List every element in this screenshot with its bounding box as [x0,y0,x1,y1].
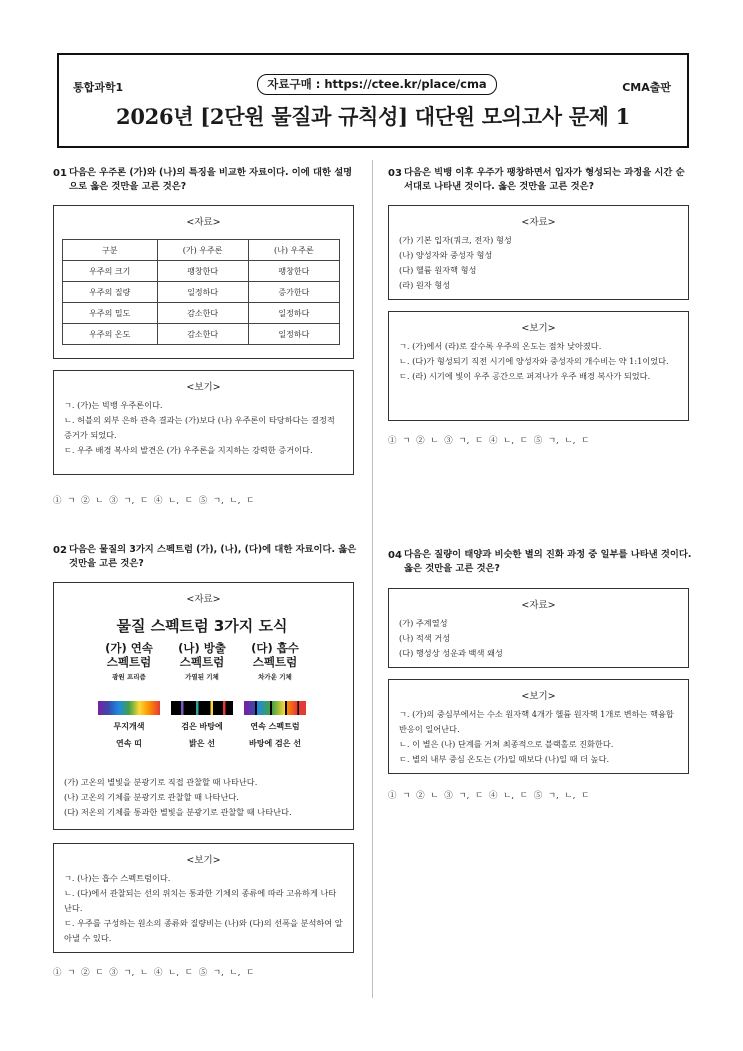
table-cell: 우주의 온도 [63,324,158,345]
data-item: (가) 고온의 별빛을 분광기로 직접 관찰할 때 나타난다. [64,777,258,787]
bogi-item: ㄴ. 이 별은 (나) 단계를 거쳐 최종적으로 블랙홀로 진화한다. [399,739,614,749]
question-04 [388,548,693,576]
column-heading: (가) 연속 [105,641,153,655]
column-heading: 스펙트럼 [252,655,298,669]
table-cell: 감소한다 [157,324,248,345]
table-header-cell: 구분 [63,240,158,261]
bogi-box-01 [53,370,354,475]
data-list [54,775,302,820]
bogi-box-04 [388,679,689,774]
bogi-item: ㄷ. (라) 시기에 빛이 우주 공간으로 퍼져나가 우주 배경 복사가 되었다. [399,371,651,381]
column-caption: 바탕에 검은 선 [249,739,301,748]
bogi-item: ㄴ. 허블의 외부 은하 관측 결과는 (가)보다 (나) 우주론이 타당하다는 결정적 증거가 되었다. [64,415,335,440]
table-row [63,261,340,282]
data-box-title: <자료> [521,600,556,611]
column-heading: 스펙트럼 [179,655,225,669]
table-cell: 일정하다 [157,282,248,303]
bogi-item: ㄴ. (다)가 형성되기 직전 시기에 양성자와 중성자의 개수비는 약 1:1이었다. [399,356,669,366]
data-item: (가) 기본 입자(쿼크, 전자) 형성 [399,235,512,245]
bogi-item: ㄷ. 우주 배경 복사의 발견은 (가) 우주론을 지지하는 강력한 증거이다. [64,445,313,455]
answer-choices-03[interactable]: ① ㄱ ② ㄴ ③ ㄱ, ㄷ ④ ㄴ, ㄷ ⑤ ㄱ, ㄴ, ㄷ [388,436,590,446]
bogi-list [54,393,353,458]
spectrum-figure [92,611,312,769]
bogi-title: <보기> [186,382,221,393]
comparison-table [62,239,340,345]
column-sublabel: 가열된 기체 [185,673,219,681]
table-header-row [63,240,340,261]
exam-title: 2026년 [2단원 물질과 규칙성] 대단원 모의고사 문제 1 [116,104,630,129]
question-03 [388,166,693,194]
question-text: 다음은 빅뱅 이후 우주가 팽창하면서 입자가 형성되는 과정을 시간 순서대로 나타낸 것이다. 옳은 것만을 고른 것은? [404,167,685,192]
table-cell: 증가한다 [248,282,339,303]
rainbow-band [98,701,160,715]
data-box-title: <자료> [521,217,556,228]
table-cell: 팽창한다 [248,261,339,282]
data-item: (다) 헬륨 원자핵 형성 [399,265,477,275]
question-number: 02 [53,545,67,556]
publisher-label: CMA출판 [622,81,671,94]
column-caption: 연속 띠 [116,739,142,748]
data-item: (나) 고온의 기체를 분광기로 관찰할 때 나타난다. [64,792,239,802]
bogi-item: ㄷ. 별의 내부 중심 온도는 (가)일 때보다 (나)일 때 더 높다. [399,754,610,764]
bogi-title: <보기> [186,855,221,866]
column-heading: 스펙트럼 [106,655,152,669]
absorption-spectrum-column [240,641,310,749]
question-text: 다음은 질량이 태양과 비슷한 별의 진화 과정 중 일부를 나타낸 것이다. 옳은 것만을 고른 것은? [404,549,692,574]
answer-choices-01[interactable]: ① ㄱ ② ㄴ ③ ㄱ, ㄷ ④ ㄴ, ㄷ ⑤ ㄱ, ㄴ, ㄷ [53,496,255,506]
table-cell: 감소한다 [157,303,248,324]
continuous-spectrum-column [94,641,164,749]
table-row [63,324,340,345]
column-heading: (다) 흡수 [251,641,299,655]
bogi-box-02 [53,843,354,953]
table-header-cell: (나) 우주론 [248,240,339,261]
column-sublabel: 광원 프리즘 [112,673,146,681]
absorption-band [244,701,306,715]
table-cell: 우주의 질량 [63,282,158,303]
bogi-list [54,866,353,946]
data-item: (나) 적색 거성 [399,633,451,643]
column-caption: 연속 스펙트럼 [250,722,300,731]
answer-choices-02[interactable]: ① ㄱ ② ㄷ ③ ㄱ, ㄴ ④ ㄴ, ㄷ ⑤ ㄱ, ㄴ, ㄷ [53,968,255,978]
bogi-item: ㄴ. (다)에서 관찰되는 선의 위치는 통과한 기체의 종류에 따라 고유하게 나타난다. [64,888,337,913]
data-box-03 [388,205,689,300]
data-box-title: <자료> [186,594,221,605]
bogi-item: ㄷ. 우주를 구성하는 원소의 종류와 질량비는 (나)와 (다)의 선폭을 분석하여 알아낼 수 있다. [64,918,343,943]
emission-band [171,701,233,715]
data-list [389,611,688,661]
column-divider [372,160,373,998]
bogi-item: ㄱ. (가)의 중심부에서는 수소 원자핵 4개가 헬륨 원자핵 1개로 변하는 핵융합 반응이 일어난다. [399,709,674,734]
table-row [63,282,340,303]
data-item: (라) 원자 형성 [399,280,451,290]
column-heading: (나) 방출 [178,641,226,655]
table-cell: 일정하다 [248,324,339,345]
data-list [389,228,688,293]
column-caption: 무지개색 [113,722,145,731]
exam-header [57,53,689,148]
column-caption: 검은 바탕에 [181,722,223,731]
question-02 [53,543,358,571]
data-item: (가) 주계열성 [399,618,448,628]
data-box-title: <자료> [186,217,221,228]
question-number: 04 [388,550,402,561]
answer-choices-04[interactable]: ① ㄱ ② ㄴ ③ ㄱ, ㄷ ④ ㄴ, ㄷ ⑤ ㄱ, ㄴ, ㄷ [388,791,590,801]
bogi-list [389,334,688,384]
question-number: 03 [388,168,402,179]
data-box-04 [388,588,689,668]
bogi-item: ㄱ. (가)는 빅뱅 우주론이다. [64,400,163,410]
column-sublabel: 차가운 기체 [258,673,292,681]
column-caption: 밝은 선 [189,739,215,748]
data-item: (나) 양성자와 중성자 형성 [399,250,493,260]
table-cell: 일정하다 [248,303,339,324]
question-text: 다음은 물질의 3가지 스펙트럼 (가), (나), (다)에 대한 자료이다. 옳은 것만을 고른 것은? [69,544,357,569]
table-cell: 우주의 밀도 [63,303,158,324]
figure-title: 물질 스펙트럼 3가지 도식 [116,617,288,635]
question-01 [53,166,358,194]
bogi-list [389,702,688,767]
data-item: (다) 저온의 기체를 통과한 별빛을 분광기로 관찰할 때 나타난다. [64,807,292,817]
bogi-item: ㄱ. (나)는 흡수 스펙트럼이다. [64,873,171,883]
table-cell: 팽창한다 [157,261,248,282]
table-cell: 우주의 크기 [63,261,158,282]
subject-label: 통합과학1 [73,81,124,94]
question-number: 01 [53,168,67,179]
data-item: (다) 행성상 성운과 백색 왜성 [399,648,503,658]
data-box-02 [53,582,354,830]
purchase-link[interactable]: 자료구매 : https://ctee.kr/place/cma [257,74,497,95]
bogi-title: <보기> [521,691,556,702]
data-box-01 [53,205,354,359]
question-text: 다음은 우주론 (가)와 (나)의 특징을 비교한 자료이다. 이에 대한 설명으로 옳은 것만을 고른 것은? [69,167,353,192]
table-header-cell: (가) 우주론 [157,240,248,261]
table-row [63,303,340,324]
bogi-item: ㄱ. (가)에서 (라)로 갈수록 우주의 온도는 점차 낮아졌다. [399,341,602,351]
emission-spectrum-column [167,641,237,749]
bogi-title: <보기> [521,323,556,334]
bogi-box-03 [388,311,689,421]
